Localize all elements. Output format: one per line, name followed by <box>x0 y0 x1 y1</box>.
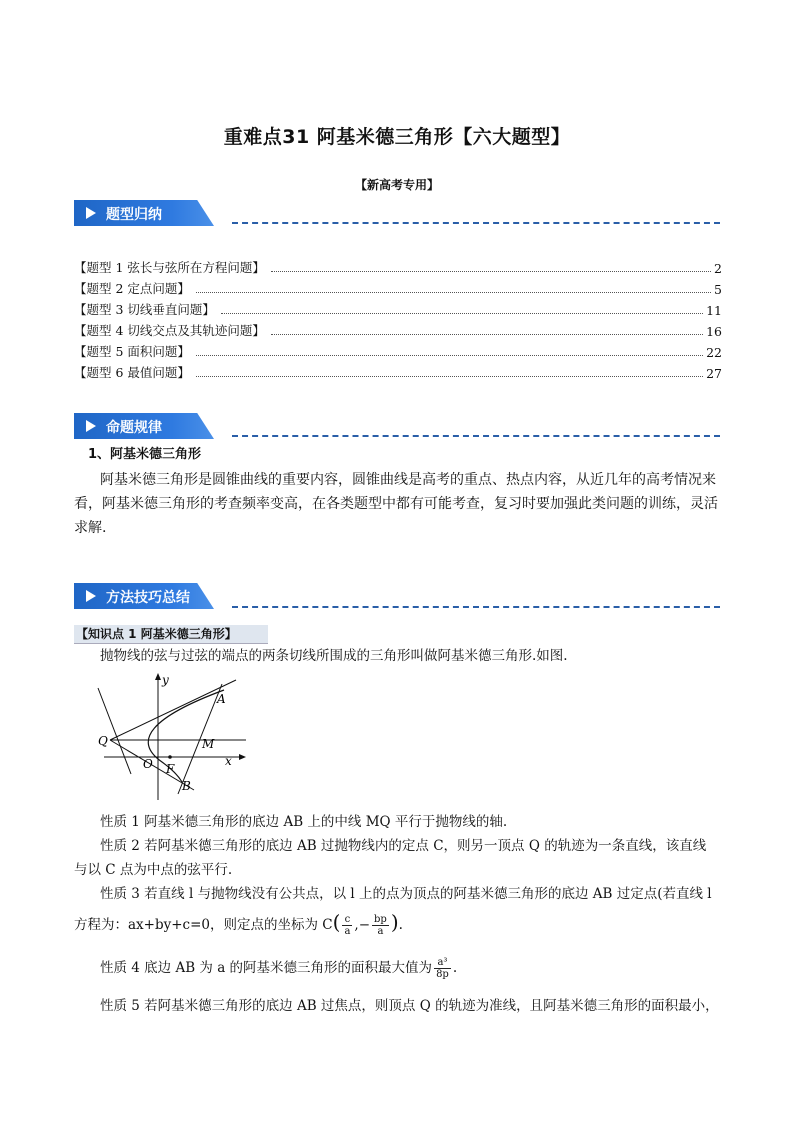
knowledge-point-label: 【知识点 1 阿基米德三角形】 <box>74 625 268 644</box>
section-divider <box>232 606 720 608</box>
toc-label: 【题型 4 切线交点及其轨迹问题】 <box>74 323 265 338</box>
toc-label: 【题型 1 弦长与弦所在方程问题】 <box>74 260 265 275</box>
frac-den: a <box>344 926 351 937</box>
label-q: Q <box>98 734 108 748</box>
toc-item[interactable] <box>74 279 722 297</box>
toc-leader <box>196 355 703 356</box>
toc-item[interactable] <box>74 342 722 360</box>
label-y: y <box>162 673 169 687</box>
toc-leader <box>271 334 703 335</box>
frac-num: c <box>342 914 352 926</box>
section-banner-rules <box>74 413 222 439</box>
toc-page: 11 <box>706 303 722 318</box>
section-label: 题型归纳 <box>106 207 162 223</box>
frac-den: 8p <box>436 969 449 980</box>
rule-paragraph-line: 看，阿基米德三角形的考查频率变高，在各类题型中都有可能考查，复习时要加强此类问题的训练，灵活 <box>74 496 718 512</box>
toc-leader <box>271 271 711 272</box>
property-1: 性质 1 阿基米德三角形的底边 AB 上的中线 MQ 平行于抛物线的轴. <box>100 814 508 830</box>
toc-item[interactable] <box>74 363 722 381</box>
focus-point <box>168 755 172 759</box>
property-2-line1: 性质 2 若阿基米德三角形的底边 AB 过抛物线内的定点 C，则另一顶点 Q 的轨迹为一条直线，该直线 <box>100 838 707 854</box>
toc-label: 【题型 3 切线垂直问题】 <box>74 302 215 317</box>
section-divider <box>232 222 720 224</box>
play-icon <box>86 420 96 432</box>
chord-ab <box>178 684 222 794</box>
fraction-bp-over-a <box>372 914 389 937</box>
x-axis-arrow-icon <box>239 754 246 760</box>
section-divider <box>232 435 720 437</box>
frac-num: bp <box>374 914 387 925</box>
tangent-line-q-left <box>98 688 131 774</box>
section-banner-methods <box>74 583 222 609</box>
toc-page: 16 <box>706 324 722 339</box>
frac-num: a³ <box>434 957 451 969</box>
toc-label: 【题型 2 定点问题】 <box>74 281 190 296</box>
page-subtitle: 【新高考专用】 <box>354 178 439 192</box>
property-5: 性质 5 若阿基米德三角形的底边 AB 过焦点，则顶点 Q 的轨迹为准线，且阿基米德三角形的面积最小， <box>100 998 719 1014</box>
knowledge-intro: 抛物线的弦与过弦的端点的两条切线所围成的三角形叫做阿基米德三角形.如图. <box>100 648 568 664</box>
property-4-prefix: 性质 4 底边 AB 为 a 的阿基米德三角形的面积最大值为 <box>100 960 433 976</box>
tangent-line-qa <box>110 680 236 740</box>
frac-den: a <box>377 926 384 937</box>
toc-label: 【题型 6 最值问题】 <box>74 365 190 380</box>
label-x: x <box>225 754 232 768</box>
property-2-line2: 与以 C 点为中点的弦平行. <box>74 862 233 878</box>
section-banner-types <box>74 200 222 226</box>
toc-item[interactable] <box>74 258 722 276</box>
page-title: 重难点31 阿基米德三角形【六大题型】 <box>223 126 571 148</box>
label-b: B <box>182 779 191 793</box>
rule-paragraph-line: 阿基米德三角形是圆锥曲线的重要内容，圆锥曲线是高考的重点、热点内容，从近几年的高考情况来 <box>100 472 716 488</box>
property-3-prefix: 方程为：ax+by+c=0，则定点的坐标为 C <box>74 917 333 933</box>
toc-leader <box>196 376 703 377</box>
rule-paragraph-line: 求解. <box>74 520 107 536</box>
toc-label: 【题型 5 面积问题】 <box>74 344 190 359</box>
y-axis-arrow-icon <box>155 673 161 680</box>
fraction-a3-over-8p <box>434 957 451 980</box>
toc-leader <box>221 313 703 314</box>
label-a: A <box>217 692 226 706</box>
toc-page: 5 <box>714 282 722 297</box>
play-icon <box>86 207 96 219</box>
fraction-c-over-a <box>342 914 352 937</box>
section-label: 命题规律 <box>106 420 162 436</box>
property-3-line1: 性质 3 若直线 l 与抛物线没有公共点，以 l 上的点为顶点的阿基米德三角形的底边 AB 过定点(若直线 l <box>100 886 712 902</box>
label-o: O <box>143 757 153 771</box>
toc-page: 2 <box>714 261 722 276</box>
toc-leader <box>196 292 711 293</box>
toc-item[interactable] <box>74 300 722 318</box>
toc-page: 22 <box>706 345 722 360</box>
section-label: 方法技巧总结 <box>106 590 190 606</box>
label-m: M <box>202 737 215 751</box>
toc-item[interactable] <box>74 321 722 339</box>
property-4: 性质 4 底边 AB 为 a 的阿基米德三角形的面积最大值为 $\frac{\text{a³}}{8p}$ . <box>100 957 458 980</box>
label-f: F <box>166 762 175 776</box>
property-3-line2: 方程为：ax+by+c=0，则定点的坐标为 C( $\frac{c}{a}$ ,− $\frac{bp}{a}$ ). <box>74 910 403 937</box>
archimedes-triangle-figure <box>96 670 256 805</box>
rule-heading: 1、阿基米德三角形 <box>88 447 202 462</box>
toc-page: 27 <box>706 366 722 381</box>
play-icon <box>86 590 96 602</box>
